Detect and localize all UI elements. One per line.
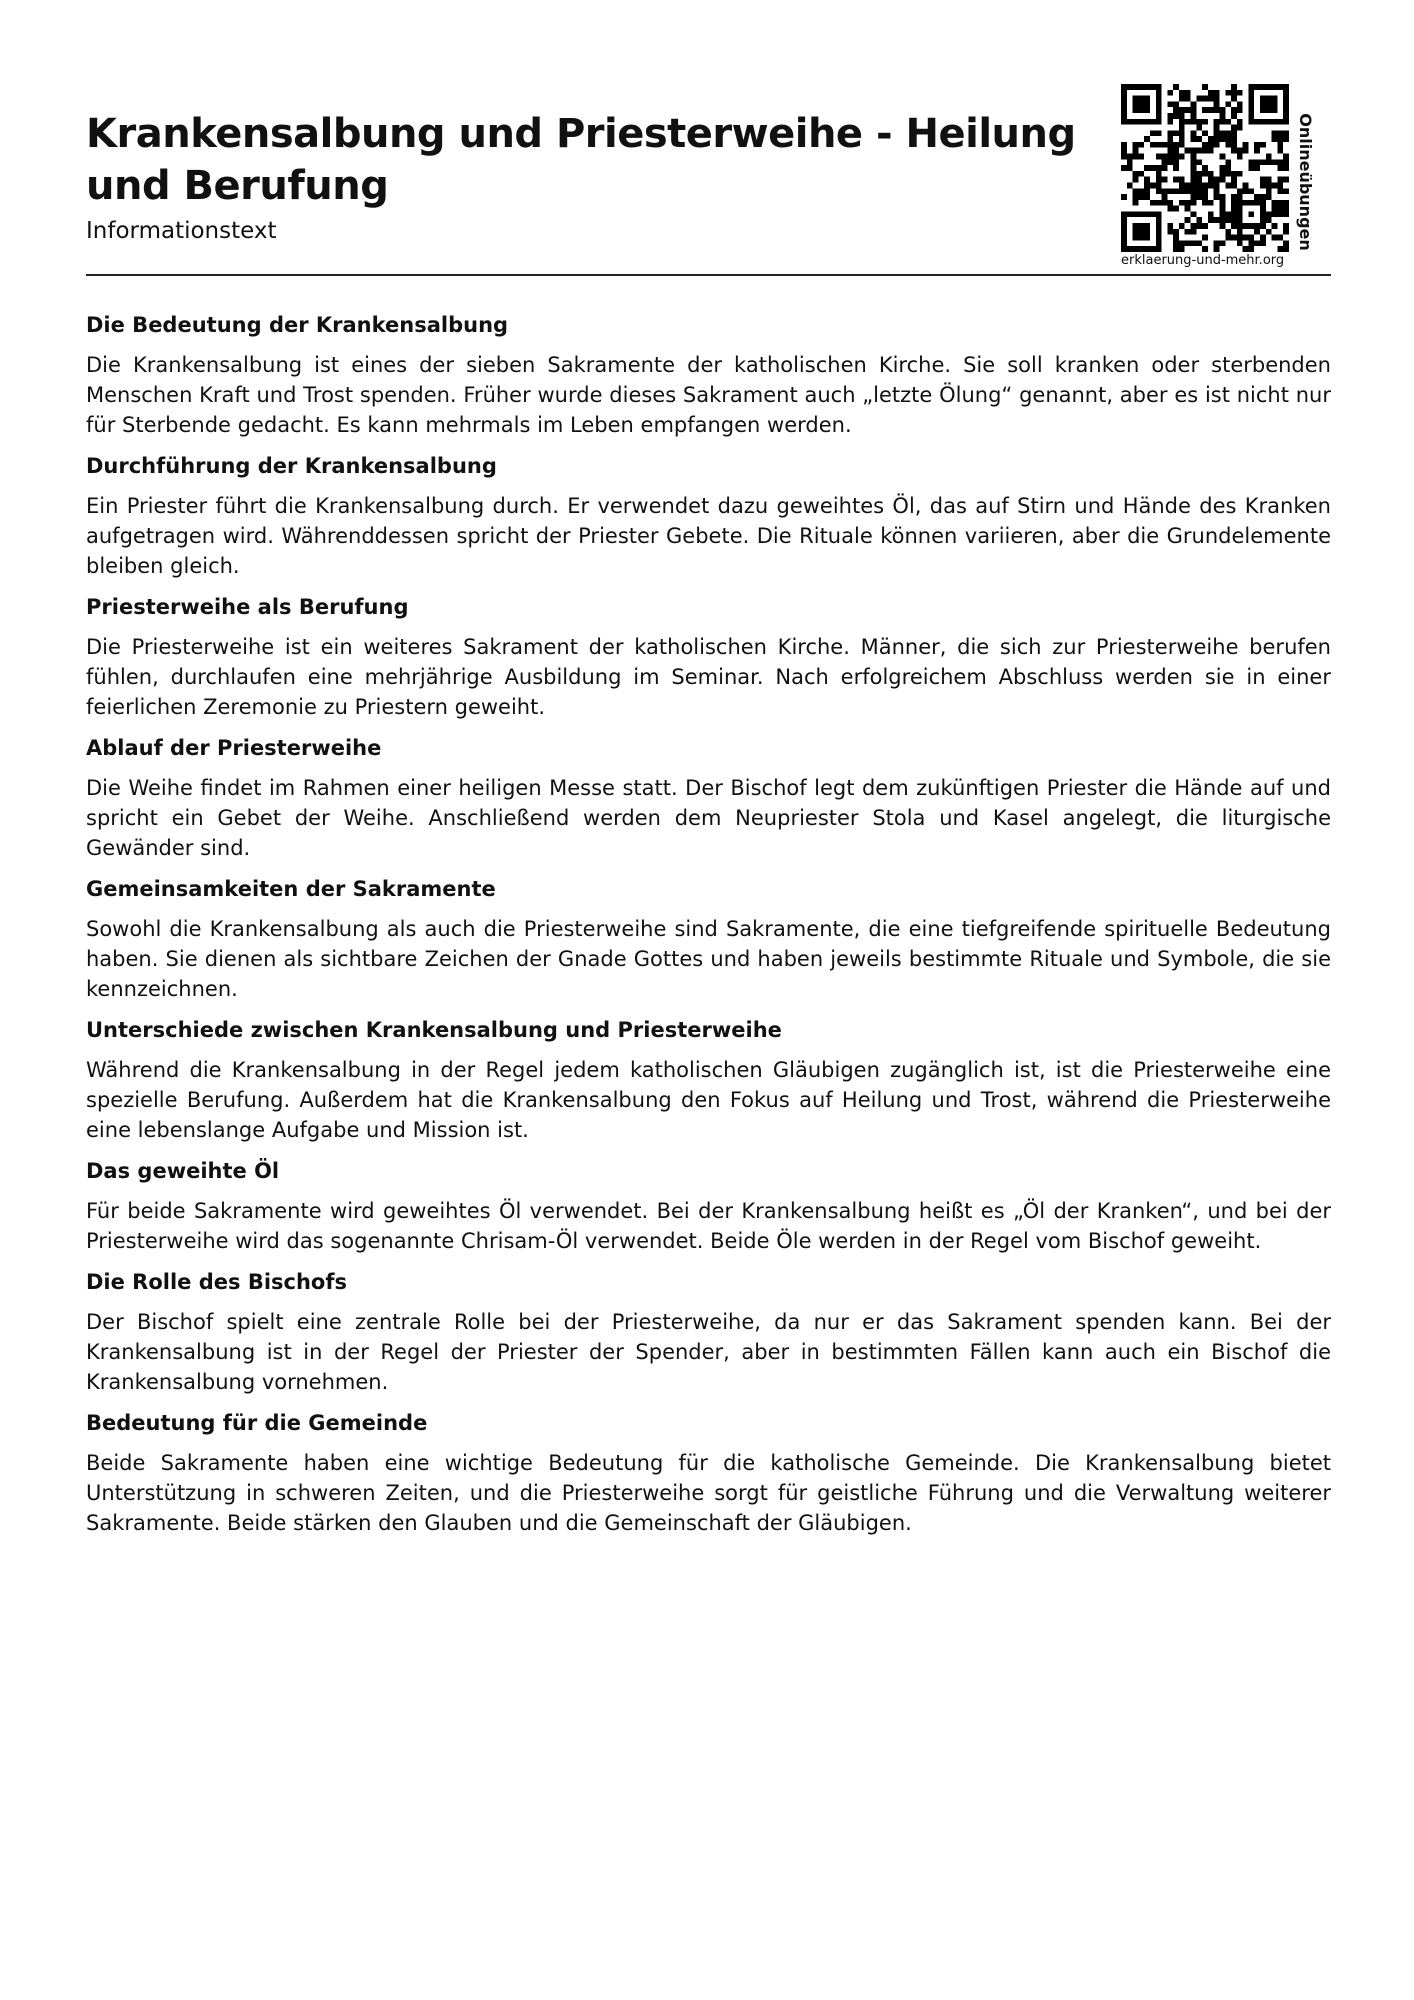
section-text: Die Priesterweihe ist ein weiteres Sakrament der katholischen Kirche. Männer, die sich zur Priesterweihe berufen fühlen, durchlaufen eine mehrjährige Ausbildung im Seminar. Nach erfolgreichem Abschluss werden sie in einer feierlichen Zeremonie zu Priestern geweiht. [86, 635, 1331, 719]
section [86, 1015, 1331, 1145]
document-header [86, 108, 1331, 276]
section-text: Die Krankensalbung ist eines der sieben Sakramente der katholischen Kirche. Sie soll kranken oder sterbenden Menschen Kraft und Trost spenden. Früher wurde dieses Sakrament auch „letzte Ölung“ genannt, aber es ist nicht nur für Sterbende gedacht. Es kann mehrmals im Leben empfangen werden. [86, 353, 1331, 437]
qr-side-label: Onlineübungen [1296, 113, 1315, 251]
section [86, 310, 1331, 440]
section-text: Während die Krankensalbung in der Regel jedem katholischen Gläubigen zugänglich ist, ist die Priesterweihe eine spezielle Berufung. Außerdem hat die Krankensalbung den Fokus auf Heilung und Trost, während die Priesterweihe eine lebenslange Aufgabe und Mission ist. [86, 1058, 1331, 1142]
section-heading: Gemeinsamkeiten der Sakramente [86, 877, 496, 901]
document-subtitle: Informationstext [86, 218, 277, 244]
section [86, 592, 1331, 722]
section-heading: Die Bedeutung der Krankensalbung [86, 313, 509, 337]
qr-code-icon[interactable] [1121, 84, 1289, 252]
section-text: Sowohl die Krankensalbung als auch die Priesterweihe sind Sakramente, die eine tiefgreifende spirituelle Bedeutung haben. Sie dienen als sichtbare Zeichen der Gnade Gottes und haben jeweils bestimmte Rituale und Symbole, die sie kennzeichnen. [86, 917, 1331, 1001]
qr-url[interactable]: erklaerung-und-mehr.org [1121, 253, 1285, 268]
section-text: Ein Priester führt die Krankensalbung durch. Er verwendet dazu geweihtes Öl, das auf Stirn und Hände des Kranken aufgetragen wird. Währenddessen spricht der Priester Gebete. Die Rituale können variieren, aber die Grundelemente bleiben gleich. [86, 494, 1331, 578]
section [86, 1156, 1331, 1256]
section [86, 1408, 1331, 1538]
section-heading: Bedeutung für die Gemeinde [86, 1411, 428, 1435]
section-heading: Die Rolle des Bischofs [86, 1270, 347, 1294]
section-text: Der Bischof spielt eine zentrale Rolle bei der Priesterweihe, da nur er das Sakrament spenden kann. Bei der Krankensalbung ist in der Regel der Priester der Spender, aber in bestimmten Fällen kann auch ein Bischof die Krankensalbung vornehmen. [86, 1310, 1331, 1394]
section-heading: Priesterweihe als Berufung [86, 595, 409, 619]
section-heading: Durchführung der Krankensalbung [86, 454, 497, 478]
section [86, 1267, 1331, 1397]
section-heading: Das geweihte Öl [86, 1159, 280, 1183]
document-title: Krankensalbung und Priesterweihe - Heilung und Berufung [86, 111, 1076, 209]
section-text: Für beide Sakramente wird geweihtes Öl verwendet. Bei der Krankensalbung heißt es „Öl der Kranken“, und bei der Priesterweihe wird das sogenannte Chrisam-Öl verwendet. Beide Öle werden in der Regel vom Bischof geweiht. [86, 1199, 1331, 1253]
section-heading: Ablauf der Priesterweihe [86, 736, 382, 760]
section [86, 451, 1331, 581]
document-body [86, 310, 1331, 1549]
section [86, 733, 1331, 863]
section [86, 874, 1331, 1004]
section-text: Die Weihe findet im Rahmen einer heiligen Messe statt. Der Bischof legt dem zukünftigen Priester die Hände auf und spricht ein Gebet der Weihe. Anschließend werden dem Neupriester Stola und Kasel angelegt, die liturgische Gewänder sind. [86, 776, 1331, 860]
section-text: Beide Sakramente haben eine wichtige Bedeutung für die katholische Gemeinde. Die Krankensalbung bietet Unterstützung in schweren Zeiten, und die Priesterweihe sorgt für geistliche Führung und die Verwaltung weiterer Sakramente. Beide stärken den Glauben und die Gemeinschaft der Gläubigen. [86, 1451, 1331, 1535]
document-page [86, 0, 1331, 2000]
qr-code-block[interactable] [1121, 84, 1331, 272]
section-heading: Unterschiede zwischen Krankensalbung und Priesterweihe [86, 1018, 782, 1042]
